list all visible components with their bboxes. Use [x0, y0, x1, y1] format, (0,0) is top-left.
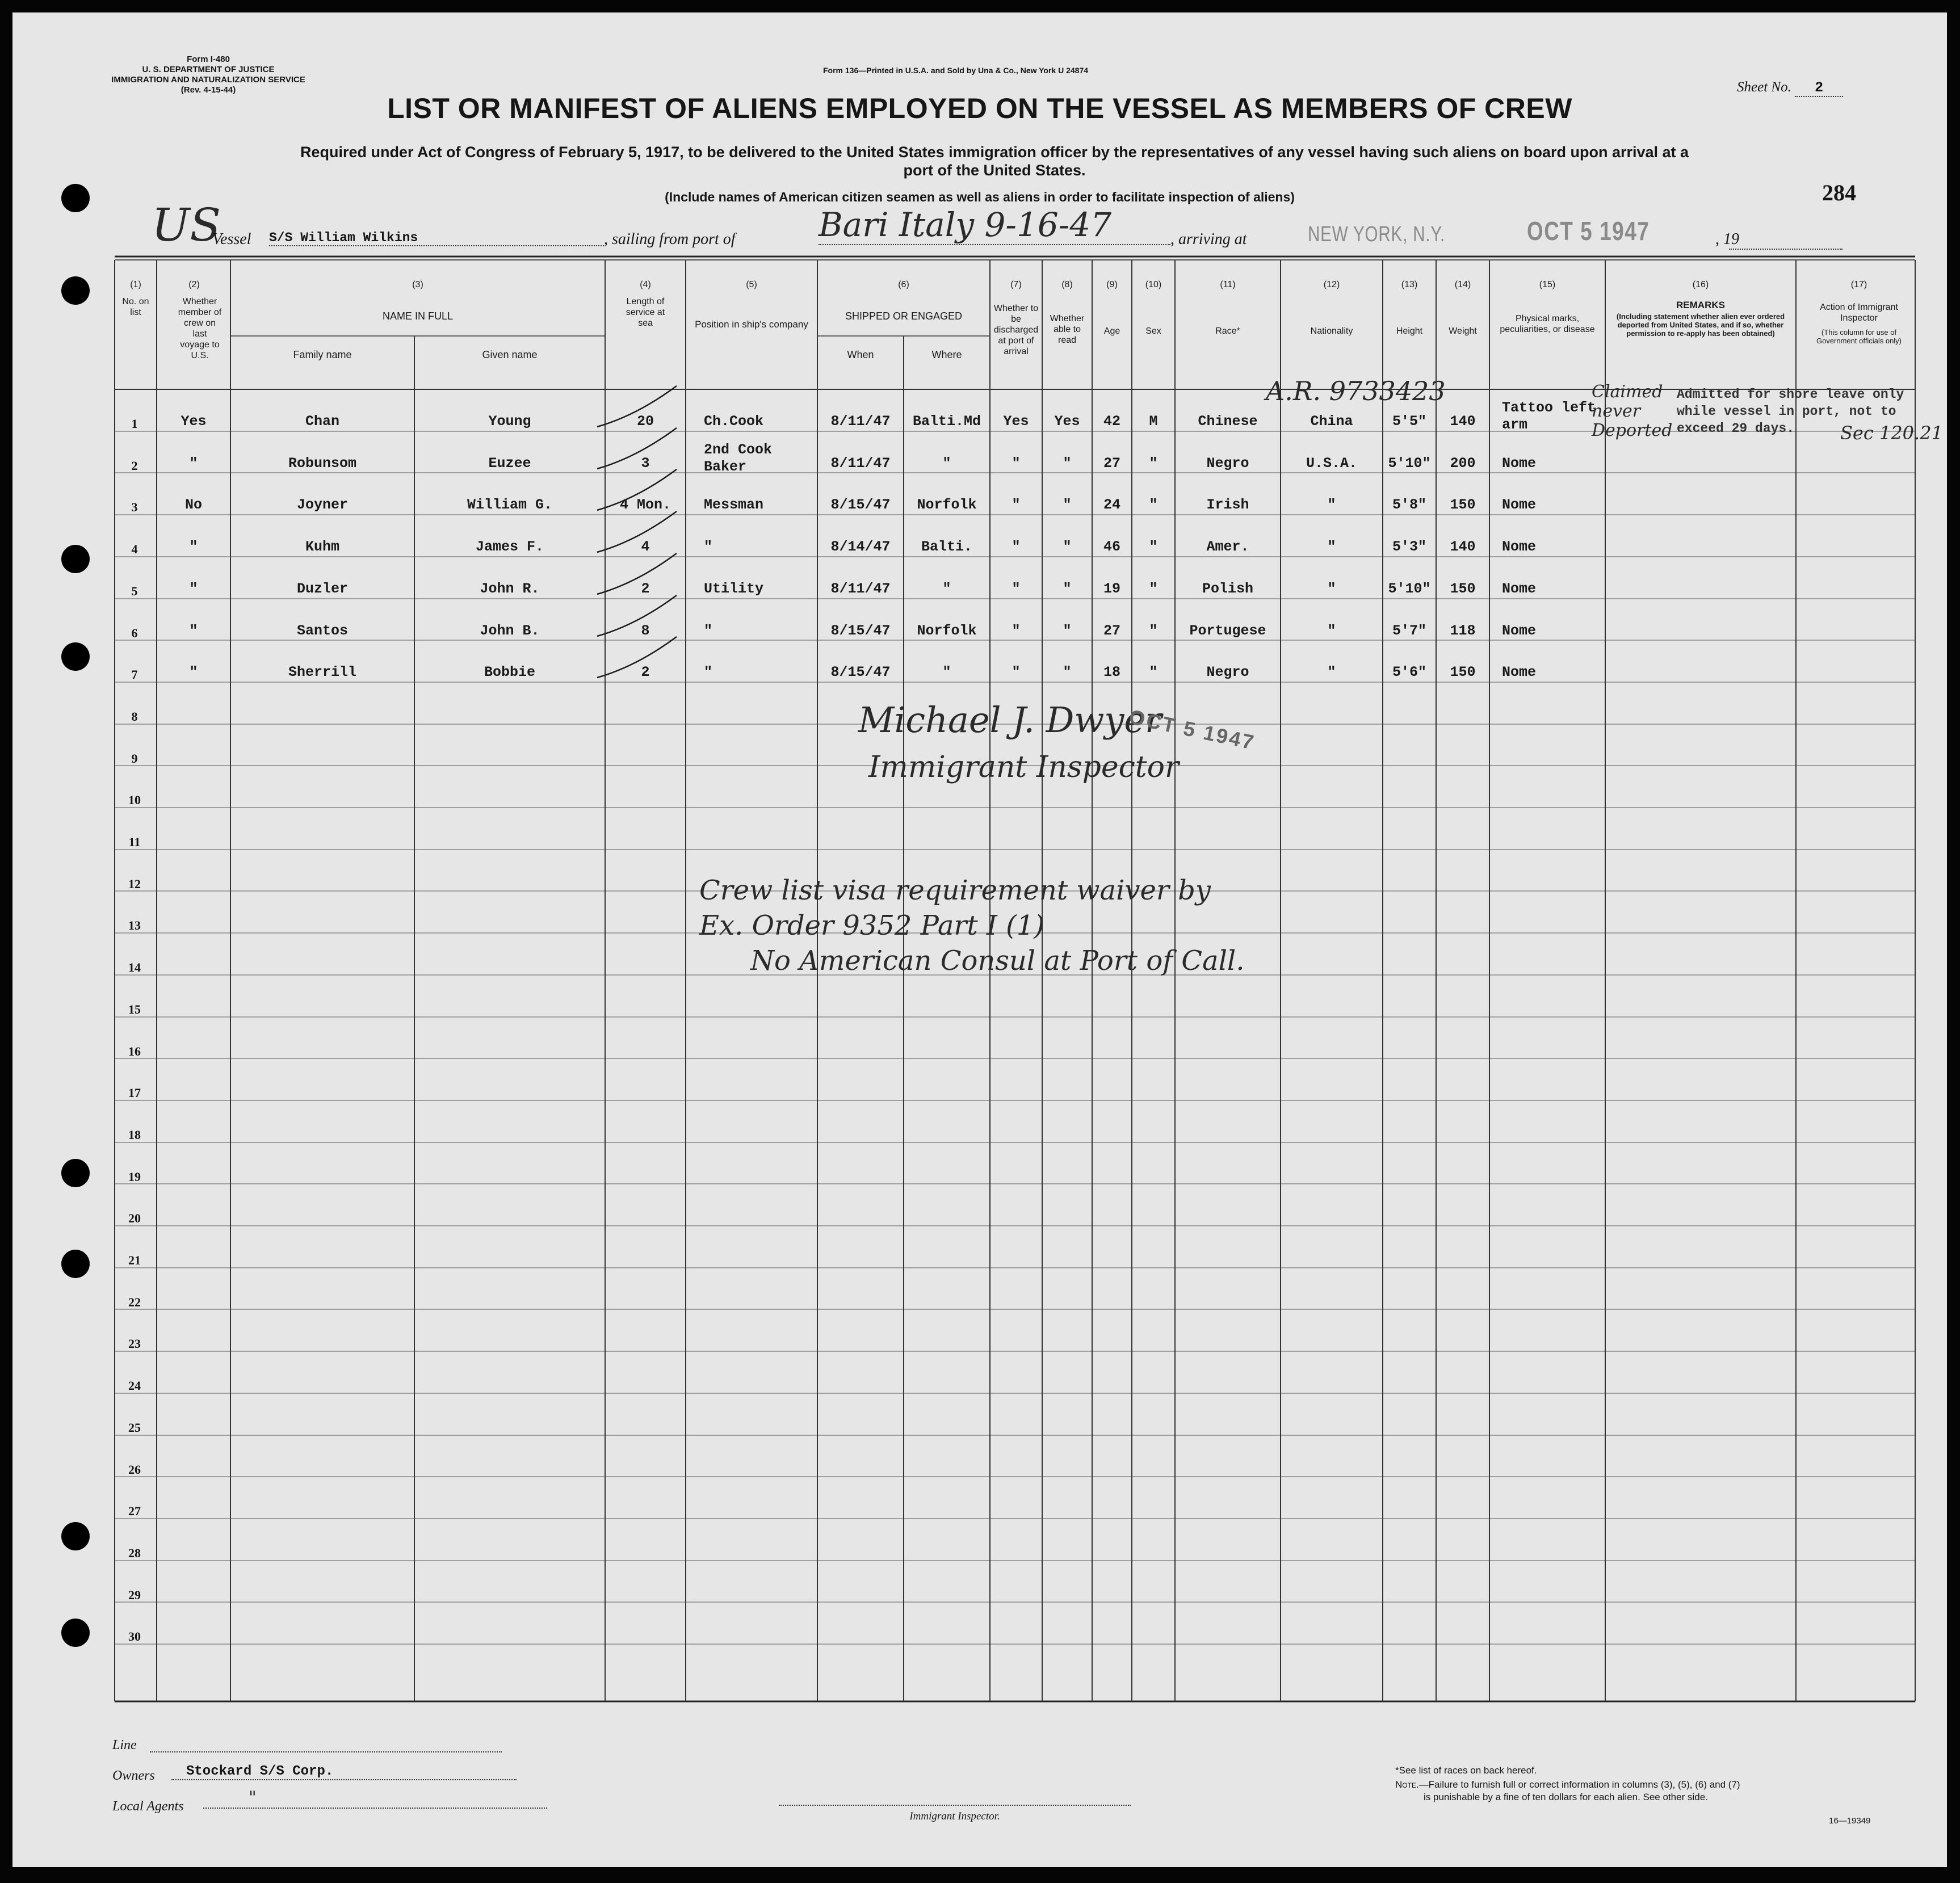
cell-age: 19 [1103, 581, 1120, 597]
cell-weight: 140 [1450, 413, 1476, 430]
cell-prev: " [189, 455, 198, 472]
cell-read: " [1063, 664, 1072, 680]
col-1-label: No. on list [122, 297, 149, 317]
col-9-label: Age [1103, 326, 1120, 336]
col-17-note: (This column for use of Government officials only) [1816, 328, 1902, 345]
col-5-label: Position in ship's company [695, 319, 808, 330]
row-number: 1 [131, 417, 138, 431]
col-6-when-label: When [847, 349, 874, 360]
row-number: 10 [128, 793, 141, 807]
cell-where: " [942, 455, 951, 472]
action-handwritten: Sec 120.21 [1840, 422, 1943, 444]
col-6-num: (6) [898, 280, 909, 289]
cell-nationality: " [1327, 497, 1336, 513]
cell-sex: " [1149, 664, 1158, 680]
cell-family: Chan [305, 413, 339, 430]
inspector-signature: Michael J. Dwyer [858, 699, 1162, 741]
row-number: 28 [128, 1546, 141, 1560]
cell-race: Portugese [1189, 623, 1266, 639]
cell-age: 46 [1103, 539, 1120, 555]
col-10-label: Sex [1145, 326, 1161, 336]
cell-race: Amer. [1206, 539, 1249, 555]
footer-agents-label: Local Agents [112, 1799, 184, 1814]
cell-where: Norfolk [917, 623, 977, 639]
cell-weight: 200 [1450, 455, 1476, 472]
cell-weight: 140 [1450, 539, 1476, 555]
cell-position: Ch.Cook [704, 413, 764, 430]
cell-race: Negro [1206, 664, 1249, 680]
cell-where: " [942, 581, 951, 597]
cell-nationality: " [1327, 664, 1336, 680]
year-label: , 19 [1715, 230, 1739, 248]
col-12-label: Nationality [1310, 326, 1353, 336]
cell-weight: 118 [1450, 623, 1476, 639]
cell-family: Joyner [296, 497, 348, 513]
cell-age: 18 [1103, 664, 1120, 680]
cell-read: " [1063, 539, 1072, 555]
cell-read: " [1063, 455, 1072, 472]
col-5-num: (5) [746, 280, 757, 289]
cell-family: Kuhm [305, 539, 339, 555]
col-11-num: (11) [1220, 280, 1236, 289]
cell-sex: M [1149, 413, 1158, 430]
footer-note-label: Note. [1395, 1779, 1419, 1790]
col-15-label: Physical marks, peculiarities, or disease [1500, 314, 1595, 334]
col-3-label: NAME IN FULL [382, 310, 454, 322]
row-number: 4 [131, 542, 138, 556]
cell-read: Yes [1054, 413, 1080, 430]
row-number: 18 [128, 1128, 141, 1142]
cell-given: John R. [480, 581, 540, 597]
cell-read: " [1063, 497, 1072, 513]
row-number: 27 [128, 1504, 141, 1518]
sheet-label: Sheet No. [1737, 79, 1791, 95]
cell-family: Robunsom [288, 455, 357, 472]
col-13-label: Height [1396, 326, 1423, 336]
manifest-sheet [12, 12, 1947, 1867]
col-4-num: (4) [640, 280, 651, 289]
row-number: 17 [128, 1086, 141, 1100]
footer-line-label: Line [112, 1738, 137, 1752]
row-number: 11 [128, 835, 141, 849]
footer-note [1395, 1779, 1740, 1804]
subtitle-line-2: port of the United States. [903, 162, 1086, 179]
col-3-num: (3) [412, 280, 423, 289]
col-17-label: Action of Immigrant Inspector [1820, 302, 1898, 323]
cell-given: Euzee [488, 455, 531, 472]
cell-where: Balti.Md [912, 413, 981, 430]
cell-when: 8/11/47 [830, 455, 891, 472]
col-8-num: (8) [1061, 280, 1073, 289]
cell-sex: " [1149, 623, 1158, 639]
col-3-given-label: Given name [482, 349, 538, 360]
col-16-num: (16) [1692, 280, 1709, 289]
waiver-line-2: Ex. Order 9352 Part I (1) [699, 910, 1045, 941]
arriving-port-stamp: NEW YORK, N.Y. [1308, 222, 1446, 246]
cell-read: " [1063, 581, 1072, 597]
col-7-label: Whether to be discharged at port of arrival [993, 304, 1039, 356]
inspector-title-handwritten: Immigrant Inspector [868, 750, 1179, 784]
cell-age: 27 [1103, 455, 1120, 472]
cell-nationality: China [1310, 413, 1353, 430]
cell-race: Chinese [1198, 413, 1258, 430]
cell-family: Santos [296, 623, 348, 639]
remarks-handwritten: Claimed never Deported [1592, 382, 1673, 440]
row-number: 14 [128, 960, 141, 974]
inspector-stamp-date: OCT 5 1947 [1127, 705, 1258, 755]
cell-nationality: " [1327, 623, 1336, 639]
arriving-label: , arriving at [1170, 230, 1247, 248]
footer-line-rule [150, 1751, 502, 1752]
sailing-label: , sailing from port of [604, 230, 736, 248]
cell-service: 20 [636, 413, 654, 430]
cell-given: William G. [467, 497, 553, 513]
cell-position: " [704, 623, 713, 639]
us-handwritten-mark: US [152, 199, 221, 251]
footer-note-line-2: is punishable by a fine of ten dollars for each alien. See other side. [1424, 1792, 1708, 1802]
cell-race: Irish [1206, 497, 1249, 513]
cell-position: " [704, 539, 713, 555]
col-3-family-label: Family name [293, 349, 352, 360]
cell-sex: " [1149, 455, 1158, 472]
vessel-label: Vessel [212, 230, 251, 248]
cell-discharge: " [1012, 623, 1021, 639]
col-13-num: (13) [1401, 280, 1418, 289]
service: IMMIGRATION AND NATURALIZATION SERVICE [111, 75, 305, 85]
sailing-port: Bari Italy 9-16-47 [819, 205, 1170, 245]
footer-races-note: *See list of races on back hereof. [1395, 1765, 1537, 1776]
cell-marks: Nome [1502, 455, 1537, 472]
cell-prev: No [184, 497, 202, 513]
cell-family: Duzler [296, 581, 348, 597]
cell-weight: 150 [1450, 497, 1476, 513]
cell-nationality: " [1327, 539, 1336, 555]
row-number: 24 [128, 1378, 141, 1393]
col-14-num: (14) [1454, 280, 1471, 289]
row-number: 25 [128, 1420, 141, 1435]
cell-sex: " [1149, 539, 1158, 555]
include-note: (Include names of American citizen seamen as well as aliens in order to facilitate inspection of aliens) [665, 190, 1295, 204]
cell-position: 2nd Cook Baker [704, 442, 773, 475]
col-1-num: (1) [130, 280, 141, 289]
cell-where: Balti. [921, 539, 972, 555]
cell-race: Negro [1206, 455, 1249, 472]
cell-service: 4 [641, 539, 650, 555]
col-4-label: Length of service at sea [626, 297, 665, 328]
cell-when: 8/15/47 [830, 623, 891, 639]
cell-where: Norfolk [917, 497, 977, 513]
row-number: 23 [128, 1336, 141, 1351]
col-16-label: REMARKS [1676, 300, 1725, 310]
cell-when: 8/15/47 [830, 497, 891, 513]
row-number: 8 [131, 709, 138, 724]
row-number: 13 [128, 918, 141, 932]
cell-discharge: Yes [1003, 413, 1029, 430]
row-number: 7 [131, 667, 138, 682]
cell-race: Polish [1202, 581, 1253, 597]
cell-prev: " [189, 581, 198, 597]
cell-marks: Nome [1502, 623, 1537, 639]
cell-family: Sherrill [288, 664, 357, 680]
page-title: LIST OR MANIFEST OF ALIENS EMPLOYED ON THE VESSEL AS MEMBERS OF CREW [387, 93, 1572, 124]
vessel-name: S/S William Wilkins [269, 230, 604, 246]
cell-height: 5'8" [1392, 497, 1426, 513]
row-number: 2 [131, 459, 138, 473]
col-17-num: (17) [1850, 280, 1867, 289]
cell-height: 5'7" [1392, 623, 1426, 639]
row-number: 15 [128, 1002, 141, 1016]
col-9-num: (9) [1106, 280, 1118, 289]
cell-position: Utility [704, 581, 764, 597]
cell-weight: 150 [1450, 664, 1476, 680]
cell-service: 8 [641, 623, 650, 639]
cell-nationality: " [1327, 581, 1336, 597]
cell-weight: 150 [1450, 581, 1476, 597]
cell-height: 5'6" [1392, 664, 1426, 680]
remarks-typed: Admitted for shore leave only while vessel in port, not to exceed 29 days. [1677, 387, 1904, 436]
cell-marks: Nome [1502, 539, 1537, 555]
row-number: 30 [128, 1629, 141, 1644]
row-number: 3 [131, 500, 138, 514]
cell-height: 5'10" [1388, 581, 1431, 597]
sheet-number: 2 [1795, 79, 1843, 97]
cell-when: 8/15/47 [830, 664, 891, 680]
footer-owners-label: Owners [112, 1768, 155, 1783]
printer-note: Form 136—Printed in U.S.A. and Sold by Una & Co., New York U 24874 [823, 66, 1089, 75]
cell-age: 42 [1103, 413, 1120, 430]
row-number: 21 [128, 1253, 141, 1267]
cell-age: 27 [1103, 623, 1120, 639]
row-number: 6 [131, 626, 138, 640]
cell-marks: Tattoo left arm [1502, 400, 1596, 433]
department: U. S. DEPARTMENT OF JUSTICE [142, 65, 275, 74]
cell-read: " [1063, 623, 1072, 639]
col-16-note: (Including statement whether alien ever ordered deported from United States, and if so, whether permission to re-apply has been obtained) [1616, 312, 1785, 338]
revision: (Rev. 4-15-44) [181, 85, 236, 95]
cell-given: Bobbie [484, 664, 535, 680]
waiver-line-3: No American Consul at Port of Call. [750, 945, 1245, 977]
cell-prev: " [189, 539, 198, 555]
footer-agents-value: " [203, 1788, 547, 1809]
col-2-num: (2) [188, 280, 200, 289]
cell-age: 24 [1103, 497, 1120, 513]
col-12-num: (12) [1323, 280, 1340, 289]
alien-registration-number: A.R. 9733423 [1266, 376, 1446, 406]
cell-position: " [704, 664, 713, 680]
footer-note-line-1: —Failure to furnish full or correct information in columns (3), (5), (6) and (7) [1418, 1779, 1740, 1790]
cell-marks: Nome [1502, 581, 1537, 597]
cell-position: Messman [704, 497, 764, 513]
cell-prev: " [189, 664, 198, 680]
cell-discharge: " [1012, 539, 1021, 555]
col-10-num: (10) [1145, 280, 1162, 289]
col-2-label: Whether member of crew on last voyage to U.S. [178, 297, 222, 360]
page-number: 284 [1822, 180, 1856, 205]
cell-discharge: " [1012, 581, 1021, 597]
form-id: Form I-480 [187, 54, 230, 64]
row-number: 9 [131, 751, 138, 766]
cell-service: 2 [641, 581, 650, 597]
col-14-label: Weight [1449, 326, 1477, 336]
cell-height: 5'10" [1388, 455, 1431, 472]
row-number: 29 [128, 1588, 141, 1602]
cell-discharge: " [1012, 664, 1021, 680]
cell-height: 5'5" [1392, 413, 1426, 430]
col-15-num: (15) [1539, 280, 1556, 289]
footer-inspector-rule [779, 1805, 1131, 1806]
cell-given: John B. [480, 623, 540, 639]
col-11-label: Race* [1215, 326, 1240, 336]
cell-when: 8/14/47 [830, 539, 891, 555]
cell-when: 8/11/47 [830, 581, 891, 597]
cell-given: James F. [475, 539, 544, 555]
row-number: 22 [128, 1295, 141, 1309]
footer-inspector-label: Immigrant Inspector. [909, 1810, 1000, 1822]
cell-discharge: " [1012, 497, 1021, 513]
row-number: 20 [128, 1211, 141, 1225]
cell-service: 4 Mon. [619, 497, 671, 513]
cell-marks: Nome [1502, 497, 1537, 513]
cell-prev: " [189, 623, 198, 639]
cell-sex: " [1149, 497, 1158, 513]
cell-service: 2 [641, 664, 650, 680]
subtitle-line-1: Required under Act of Congress of February 5, 1917, to be delivered to the United States immigration officer by the representatives of any vessel having such aliens on board upon arrival at a [300, 144, 1689, 161]
col-7-num: (7) [1010, 280, 1022, 289]
cell-discharge: " [1012, 455, 1021, 472]
waiver-line-1: Crew list visa requirement waiver by [699, 875, 1211, 906]
footer-owners-value: Stockard S/S Corp. [171, 1764, 517, 1780]
cell-service: 3 [641, 455, 650, 472]
row-number: 16 [128, 1044, 141, 1058]
arrival-date-stamp: OCT 5 1947 [1527, 216, 1650, 246]
cell-prev: Yes [181, 413, 207, 430]
cell-where: " [942, 664, 951, 680]
col-6-where-label: Where [931, 349, 962, 360]
row-number: 5 [131, 584, 138, 598]
footer-form-code: 16—19349 [1829, 1816, 1871, 1826]
cell-sex: " [1149, 581, 1158, 597]
row-number: 26 [128, 1462, 141, 1477]
cell-nationality: U.S.A. [1306, 455, 1357, 472]
cell-height: 5'3" [1392, 539, 1426, 555]
waiver-note [699, 873, 1245, 978]
col-6-label: SHIPPED OR ENGAGED [845, 310, 963, 322]
row-number: 12 [128, 877, 141, 891]
row-number: 19 [128, 1170, 141, 1184]
cell-marks: Nome [1502, 664, 1537, 680]
col-8-label: Whether able to read [1050, 314, 1085, 345]
cell-given: Young [488, 413, 531, 430]
cell-when: 8/11/47 [830, 413, 891, 430]
